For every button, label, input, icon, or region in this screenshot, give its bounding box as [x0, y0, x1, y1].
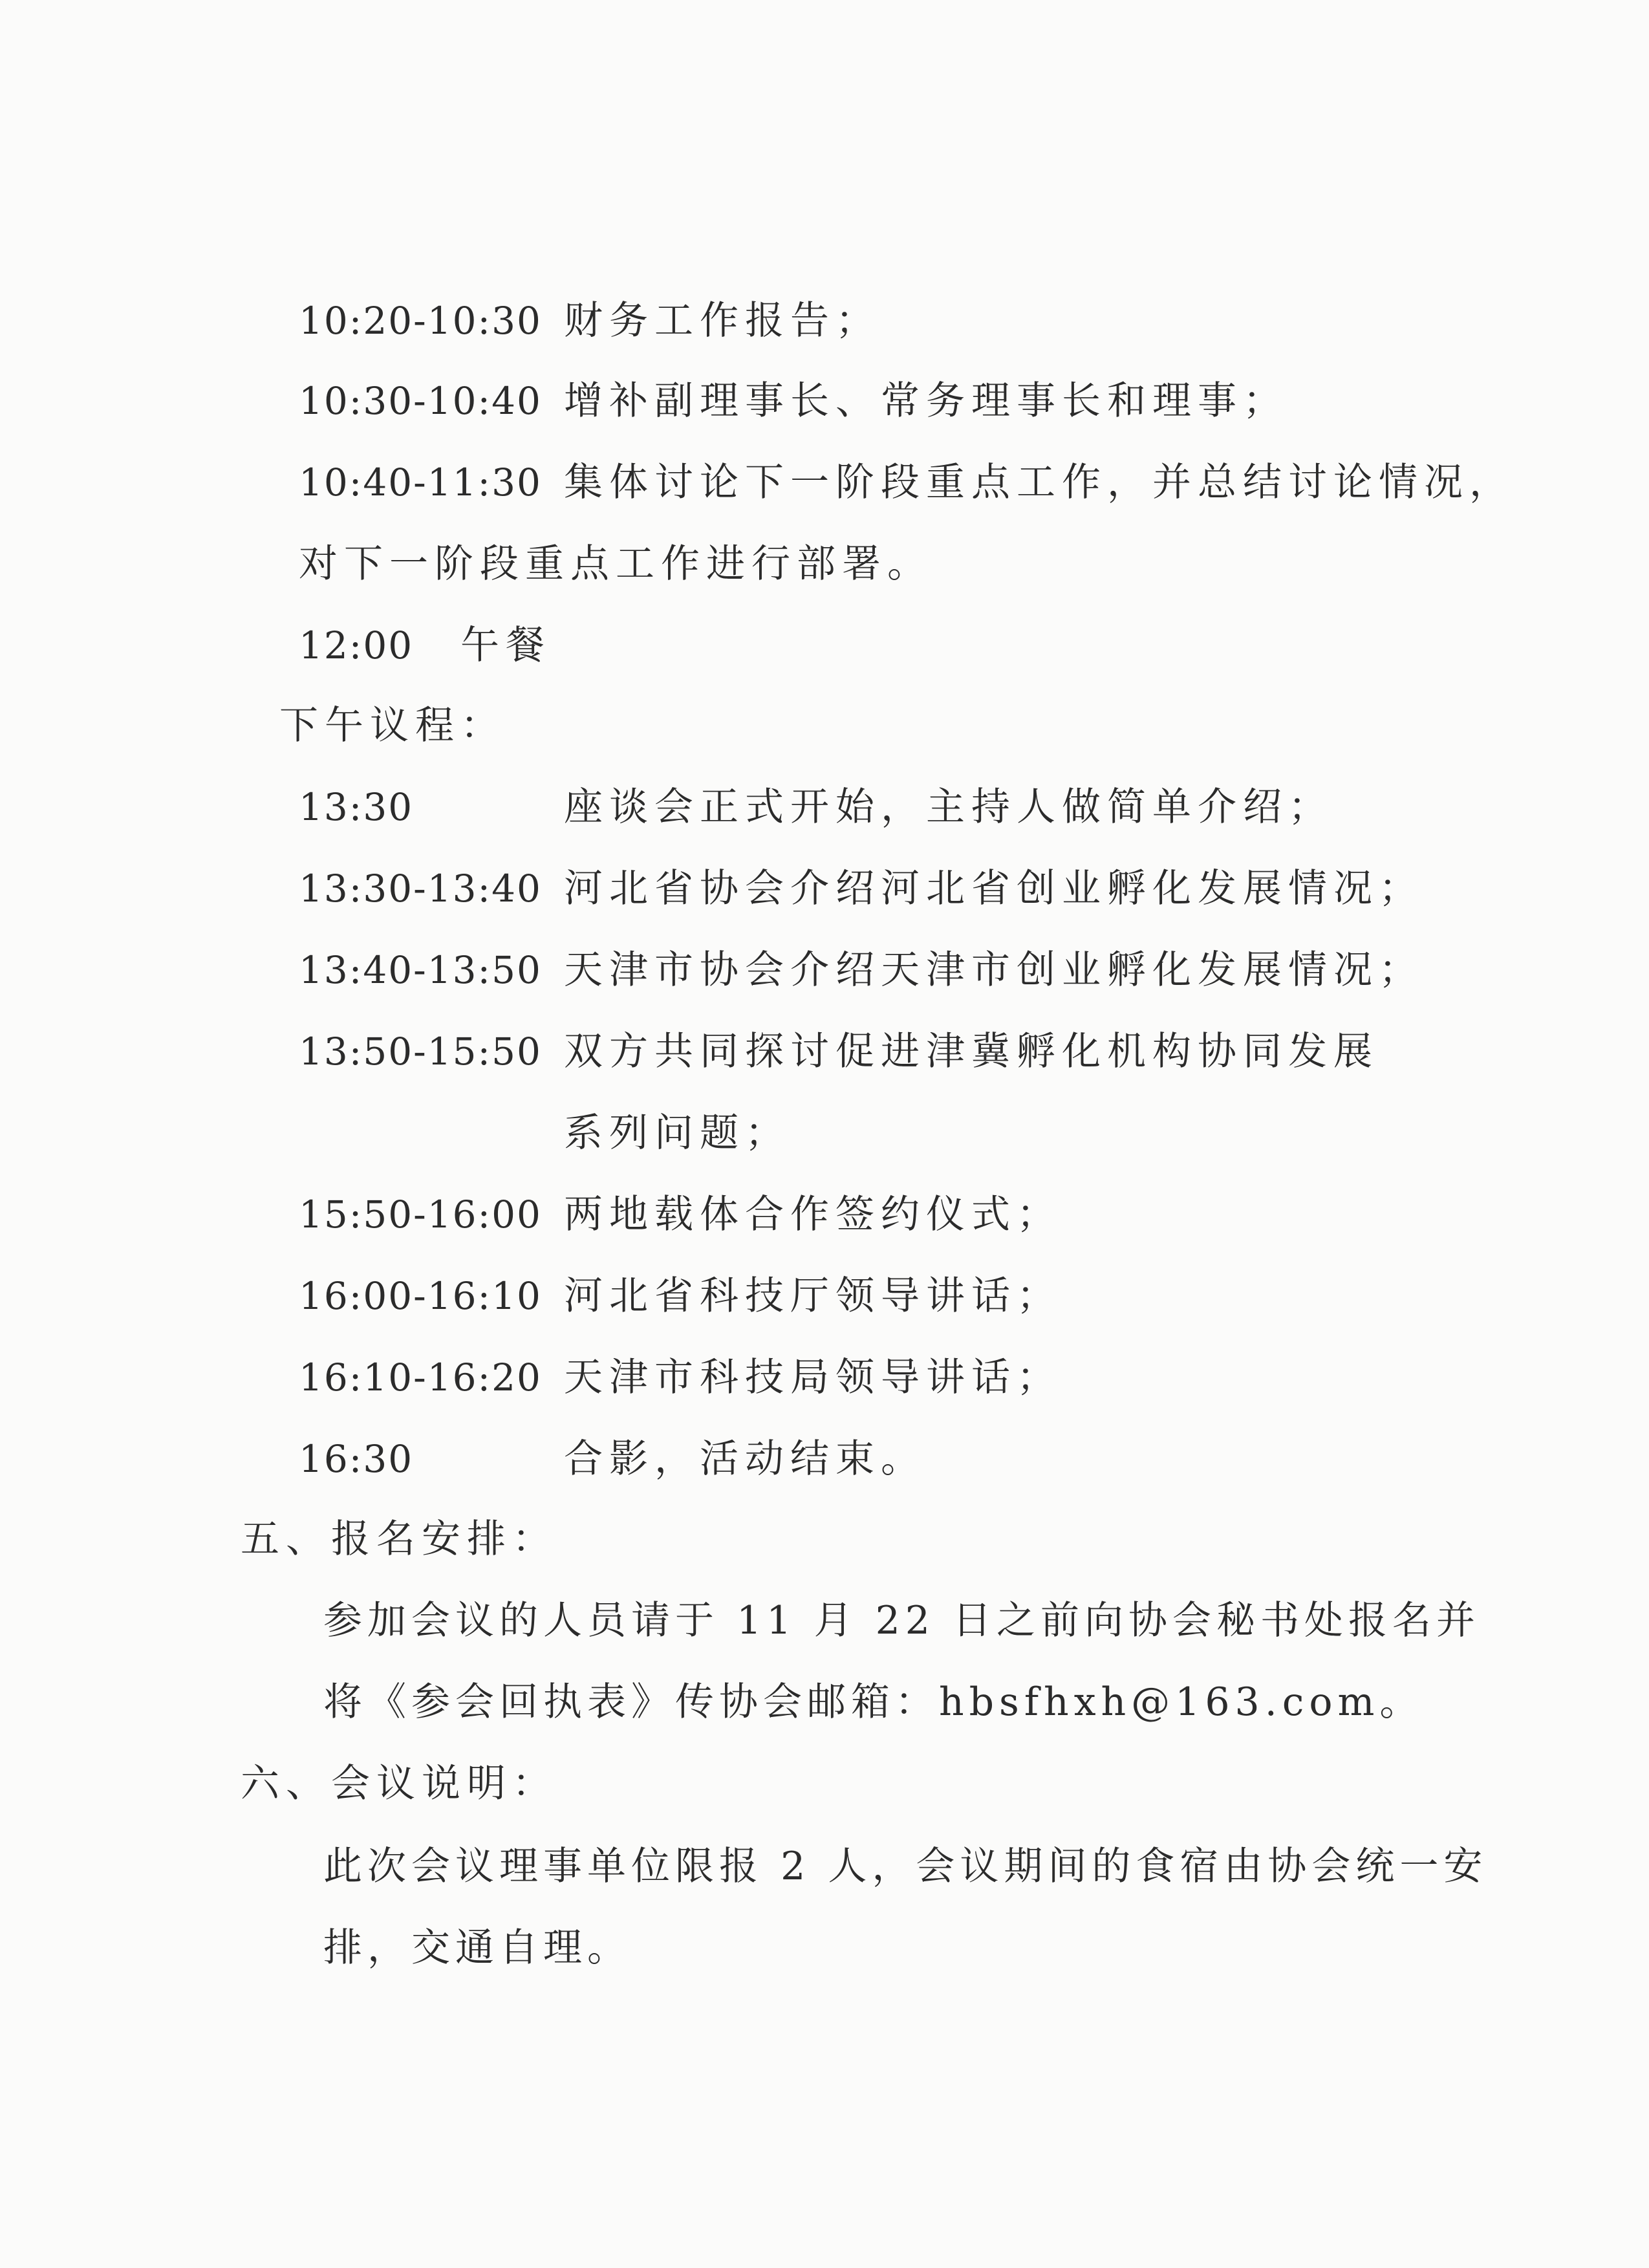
agenda-item: 两地载体合作签约仪式； — [564, 1192, 1062, 1237]
agenda-time: 16:10-16:20 — [299, 1355, 542, 1399]
agenda-item: 座谈会正式开始，主持人做简单介绍； — [564, 784, 1333, 830]
paragraph-line: 将《参会回执表》传协会邮箱：hbsfhxh@163.com。 — [323, 1679, 1424, 1725]
agenda-continuation: 对下一阶段重点工作进行部署。 — [299, 541, 932, 587]
agenda-time: 16:30 — [299, 1437, 414, 1481]
agenda-continuation: 系列问题； — [564, 1110, 790, 1156]
agenda-time: 10:40-11:30 — [299, 460, 542, 504]
agenda-item: 财务工作报告； — [564, 298, 881, 343]
agenda-item: 河北省协会介绍河北省创业孵化发展情况； — [564, 866, 1424, 911]
agenda-time: 15:50-16:00 — [299, 1193, 542, 1237]
paragraph-line: 排，交通自理。 — [323, 1925, 631, 1971]
agenda-time: 13:50-15:50 — [299, 1030, 542, 1074]
afternoon-heading: 下午议程： — [279, 703, 506, 748]
agenda-item: 双方共同探讨促进津冀孵化机构协同发展 — [564, 1029, 1379, 1074]
paragraph-line: 此次会议理事单位限报 2 人，会议期间的食宿由协会统一安 — [323, 1844, 1488, 1889]
agenda-item: 增补副理事长、常务理事长和理事； — [564, 378, 1288, 424]
agenda-item: 河北省科技厅领导讲话； — [564, 1273, 1062, 1319]
agenda-item: 天津市协会介绍天津市创业孵化发展情况； — [564, 947, 1424, 993]
section-heading: 五、报名安排： — [241, 1517, 557, 1562]
agenda-time: 13:40-13:50 — [299, 948, 542, 992]
agenda-item: 天津市科技局领导讲话； — [564, 1355, 1062, 1400]
agenda-time: 12:00 — [299, 623, 414, 667]
agenda-time: 10:20-10:30 — [299, 299, 542, 343]
agenda-item: 合影，活动结束。 — [564, 1436, 926, 1482]
agenda-time: 16:00-16:10 — [299, 1274, 542, 1318]
agenda-time: 10:30-10:40 — [299, 379, 542, 423]
agenda-item: 集体讨论下一阶段重点工作，并总结讨论情况， — [564, 460, 1514, 505]
agenda-item: 午餐 — [460, 623, 551, 668]
paragraph-line: 参加会议的人员请于 11 月 22 日之前向协会秘书处报名并 — [323, 1598, 1480, 1643]
agenda-time: 13:30-13:40 — [299, 867, 542, 911]
section-heading: 六、会议说明： — [241, 1761, 557, 1806]
agenda-time: 13:30 — [299, 785, 414, 829]
